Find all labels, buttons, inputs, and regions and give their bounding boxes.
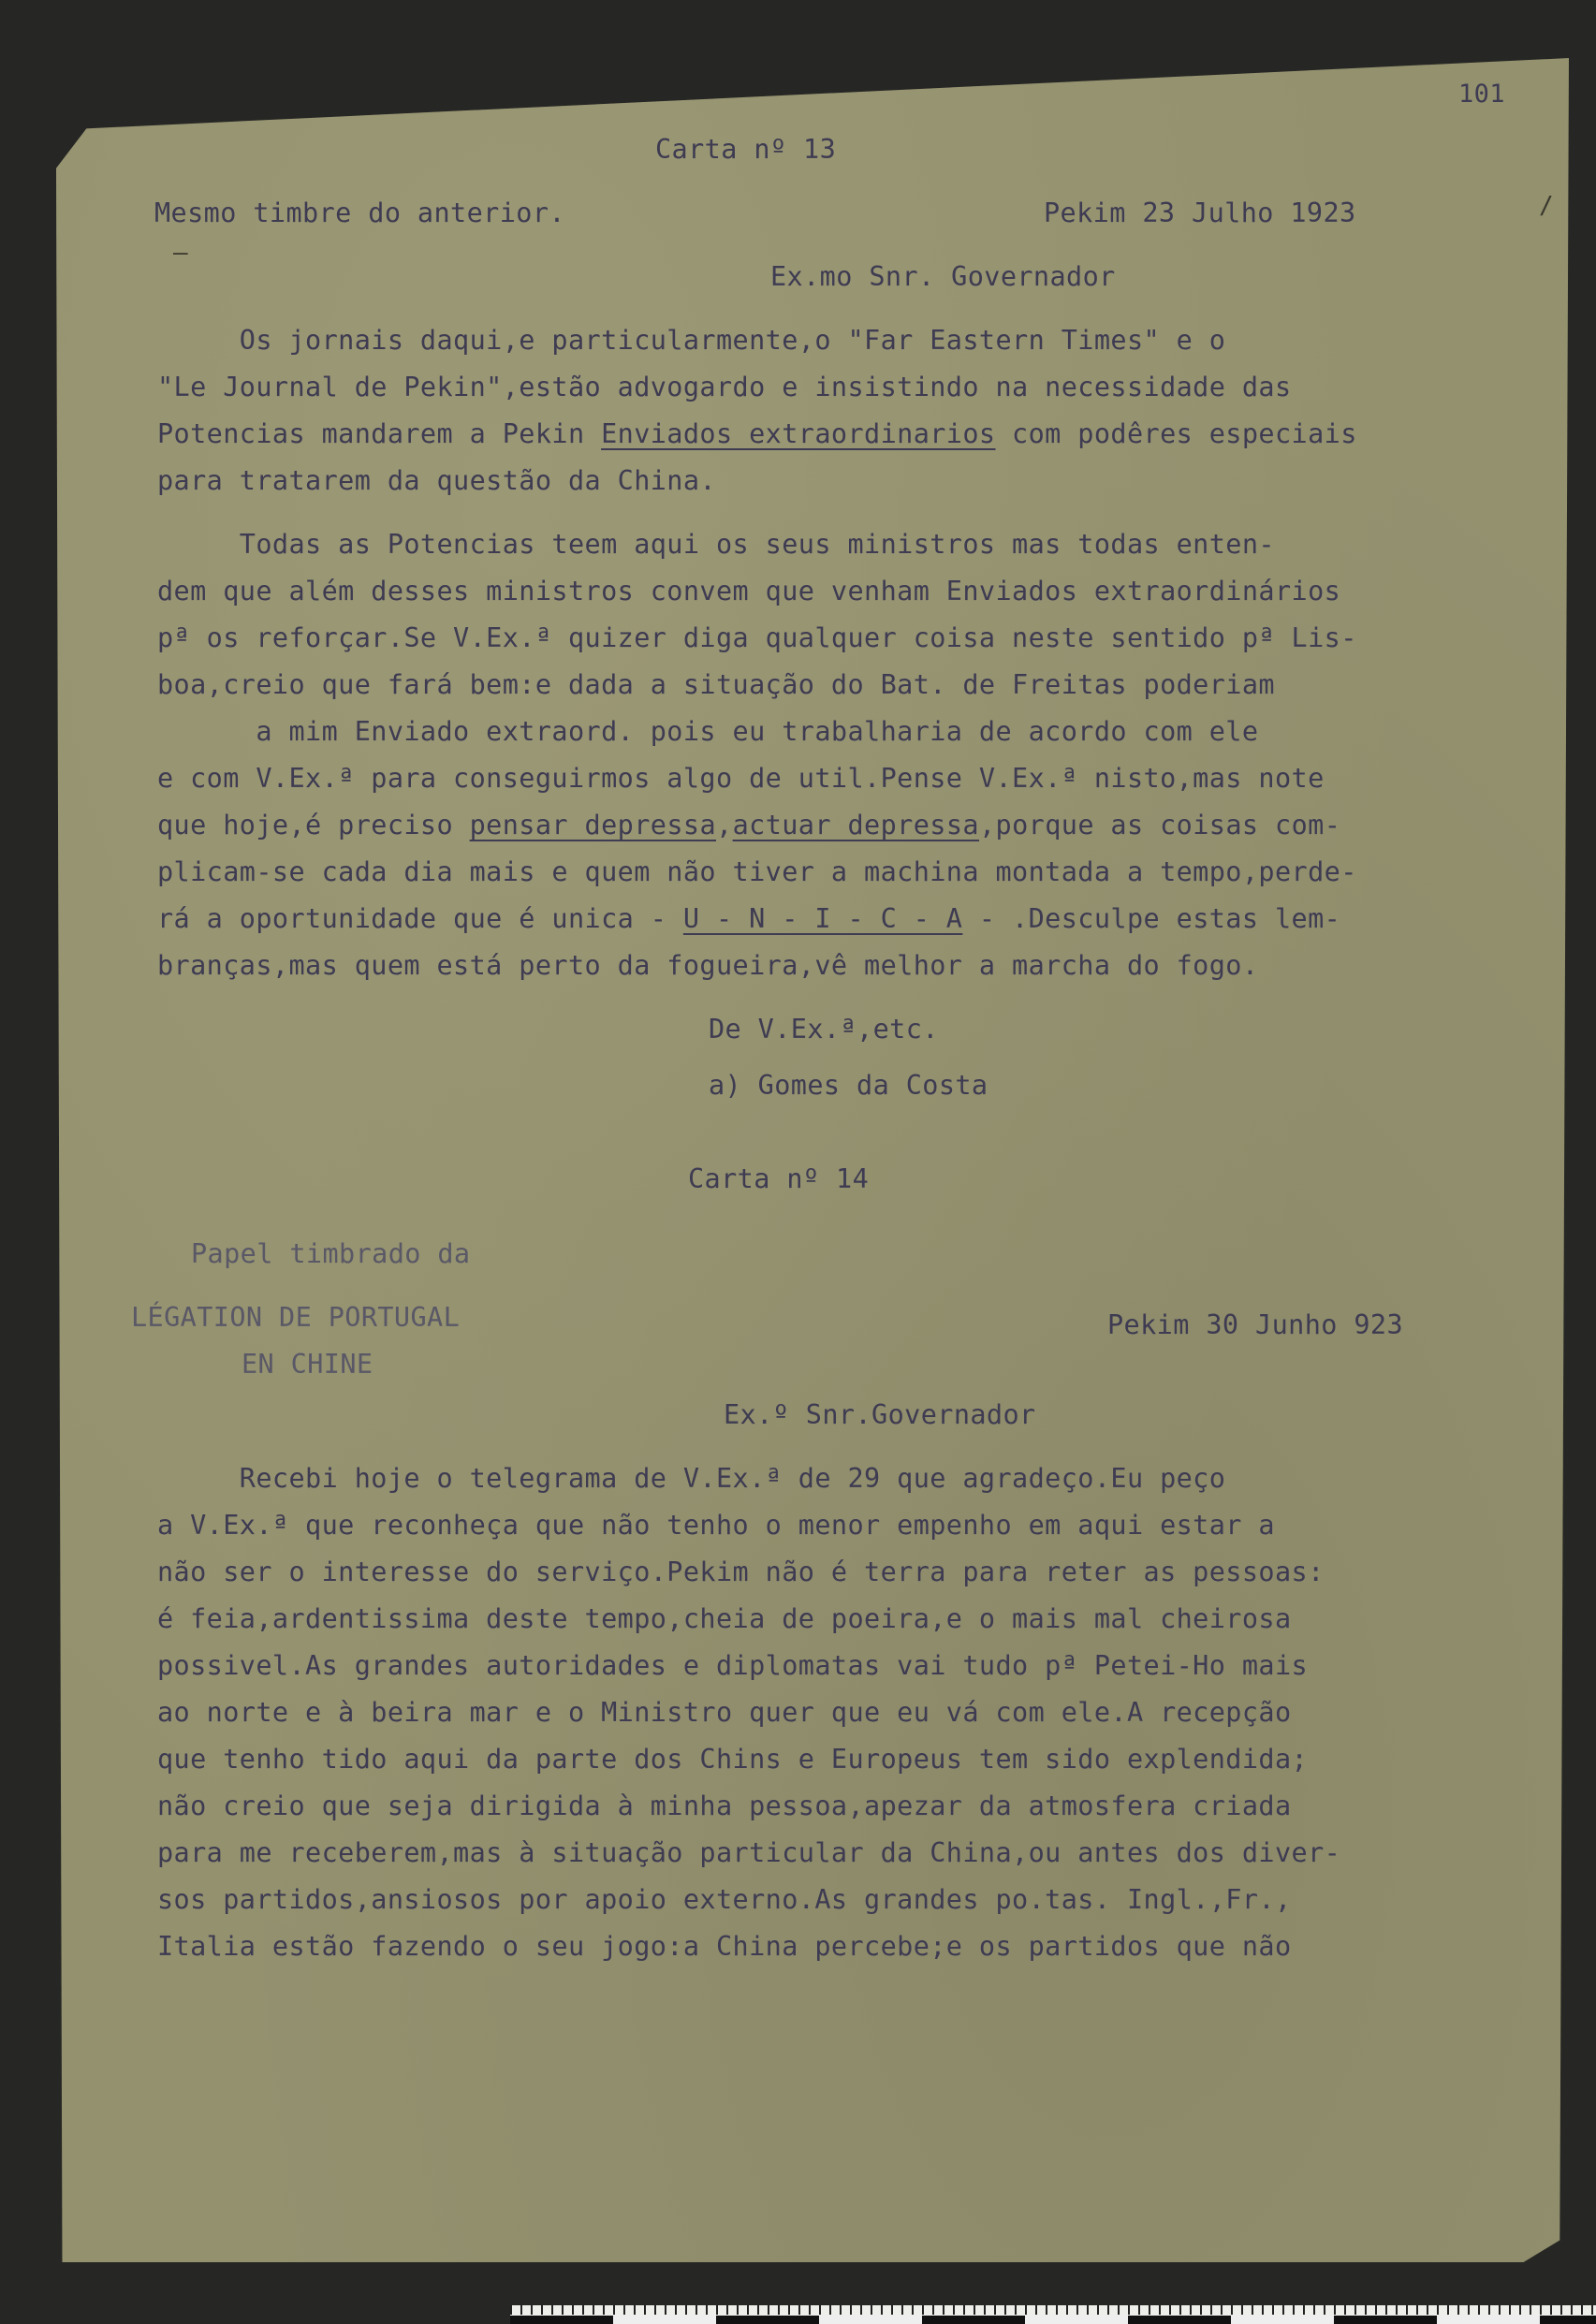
letter13-closing: De V.Ex.ª,etc. bbox=[709, 1014, 939, 1045]
underlined-phrase: pensar depressa bbox=[469, 810, 717, 840]
margin-dash-mark: — bbox=[173, 239, 188, 267]
letter14-p1-line9: para me receberem,mas à situação particular da China,ou antes dos diver- bbox=[157, 1837, 1341, 1868]
letter14-p1-line6: ao norte e à beira mar e o Ministro quer que eu vá com ele.A recepção bbox=[157, 1697, 1292, 1728]
letter13-p2-line8: plicam-se cada dia mais e quem não tiver a machina montada a tempo,perde- bbox=[157, 856, 1357, 887]
letter14-p1-line8: não creio que seja dirigida à minha pessoa,apezar da atmosfera criada bbox=[157, 1791, 1292, 1821]
letter13-p2-line7: que hoje,é preciso pensar depressa,actuar depressa,porque as coisas com- bbox=[157, 810, 1341, 840]
letter14-p1-line11: Italia estão fazendo o seu jogo:a China percebe;e os partidos que não bbox=[157, 1931, 1292, 1962]
letter14-letterhead-line1: Papel timbrado da bbox=[191, 1238, 471, 1269]
letter13-p2-line4: boa,creio que fará bem:e dada a situação do Bat. de Freitas poderiam bbox=[157, 669, 1275, 700]
letter13-date: Pekim 23 Julho 1923 bbox=[1044, 197, 1356, 228]
page-number: 101 bbox=[1458, 80, 1505, 109]
letter14-p1-line5: possivel.As grandes autoridades e diplomatas vai tudo pª Petei-Ho mais bbox=[157, 1650, 1309, 1681]
letter13-p2-line10: branças,mas quem está perto da fogueira,vê melhor a marcha do fogo. bbox=[157, 950, 1259, 981]
letter13-header-left: Mesmo timbre do anterior. bbox=[154, 197, 565, 228]
letter13-p2-line5: a mim Enviado extraord. pois eu trabalharia de acordo com ele bbox=[157, 716, 1259, 747]
letter13-p2-line6: e com V.Ex.ª para conseguirmos algo de util.Pense V.Ex.ª nisto,mas note bbox=[157, 763, 1325, 794]
underlined-phrase: actuar depressa bbox=[732, 810, 979, 840]
letter13-p2-line2: dem que além desses ministros convem que venham Enviados extraordinários bbox=[157, 576, 1341, 607]
letter13-p1-line2: "Le Journal de Pekin",estão advogardo e insistindo na necessidade das bbox=[157, 372, 1292, 402]
letter13-p2-line3: pª os reforçar.Se V.Ex.ª quizer diga qualquer coisa neste sentido pª Lis- bbox=[157, 622, 1357, 653]
underlined-phrase: U - N - I - C - A bbox=[682, 903, 963, 934]
letter13-p1-line3: Potencias mandarem a Pekin Enviados extraordinarios com podêres especiais bbox=[157, 418, 1357, 449]
letter13-p1-line1: Os jornais daqui,e particularmente,o "Far Eastern Times" e o bbox=[157, 325, 1226, 356]
scale-ruler-blocks bbox=[510, 2316, 1596, 2324]
letter13-salutation: Ex.mo Snr. Governador bbox=[770, 261, 1116, 292]
letter13-signature: a) Gomes da Costa bbox=[709, 1070, 988, 1101]
letter14-p1-line2: a V.Ex.ª que reconheça que não tenho o menor empenho em aqui estar a bbox=[157, 1510, 1275, 1541]
margin-pencil-mark: / bbox=[1539, 192, 1554, 220]
letter14-letterhead-line2: LÉGATION DE PORTUGAL bbox=[131, 1302, 461, 1333]
letter13-p2-line1: Todas as Potencias teem aqui os seus ministros mas todas enten- bbox=[157, 529, 1275, 560]
letter14-date: Pekim 30 Junho 923 bbox=[1107, 1309, 1404, 1340]
letter14-p1-line7: que tenho tido aqui da parte dos Chins e Europeus tem sido explendida; bbox=[157, 1744, 1309, 1775]
letter14-salutation: Ex.º Snr.Governador bbox=[724, 1399, 1036, 1430]
letter13-heading: Carta nº 13 bbox=[655, 134, 837, 165]
letter14-p1-line10: sos partidos,ansiosos por apoio externo.As grandes po.tas. Ingl.,Fr., bbox=[157, 1884, 1292, 1915]
letter13-p2-line9: rá a oportunidade que é unica - U - N - I - C - A - .Desculpe estas lem- bbox=[157, 903, 1341, 934]
letter14-letterhead-line3: EN CHINE bbox=[242, 1349, 373, 1380]
letter14-p1-line1: Recebi hoje o telegrama de V.Ex.ª de 29 que agradeço.Eu peço bbox=[157, 1463, 1226, 1494]
letter14-p1-line4: é feia,ardentissima deste tempo,cheia de poeira,e o mais mal cheirosa bbox=[157, 1603, 1292, 1634]
underlined-phrase: Enviados extraordinarios bbox=[601, 418, 996, 449]
letter14-p1-line3: não ser o interesse do serviço.Pekim não é terra para reter as pessoas: bbox=[157, 1557, 1325, 1587]
letter14-heading: Carta nº 14 bbox=[688, 1163, 870, 1194]
letter13-p1-line4: para tratarem da questão da China. bbox=[157, 465, 716, 496]
